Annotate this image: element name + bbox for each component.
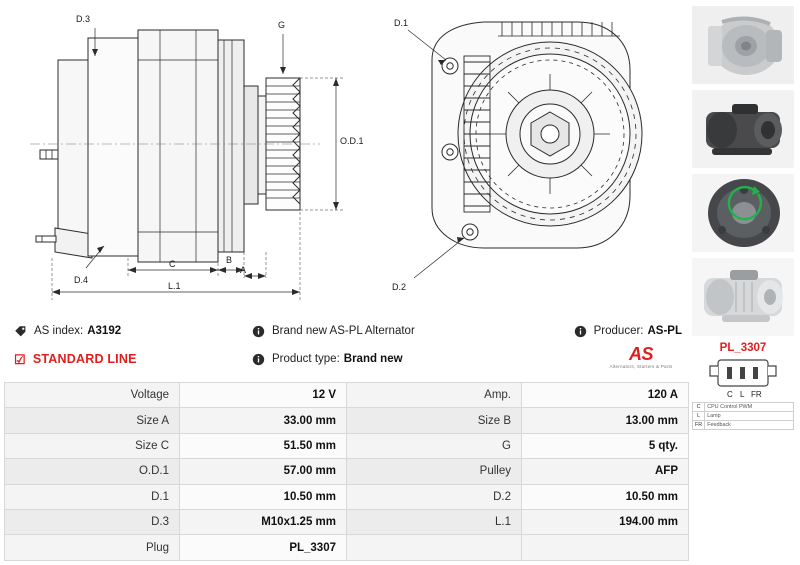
tag-icon	[14, 325, 27, 338]
plug-diagram	[692, 356, 794, 400]
aspl-logo-subtitle: Alternators, Starters & Parts	[609, 364, 673, 369]
table-row	[5, 433, 689, 458]
label-d1: D.1	[394, 18, 409, 28]
as-index-value: A3192	[87, 325, 122, 337]
as-index-cell	[14, 325, 121, 338]
product-type-cell	[252, 353, 403, 366]
plug-desc: Lamp	[705, 412, 794, 421]
plug-pin-l: L	[740, 390, 745, 399]
product-photo-3[interactable]	[692, 174, 794, 252]
label-d2: D.2	[392, 282, 407, 292]
spec-key: D.2	[347, 484, 522, 509]
standard-line-label: STANDARD LINE	[32, 352, 137, 366]
spec-key: O.D.1	[5, 459, 180, 484]
plug-row	[693, 421, 794, 430]
spec-value: 33.00 mm	[180, 408, 347, 433]
spec-value: 51.50 mm	[180, 433, 347, 458]
spec-value: 194.00 mm	[522, 509, 689, 534]
standard-line-badge	[14, 352, 137, 366]
spec-value: 120 A	[522, 383, 689, 408]
spec-key: Size A	[5, 408, 180, 433]
label-d4: D.4	[74, 275, 89, 285]
plug-pin-fr: FR	[751, 390, 762, 399]
plug-row	[693, 412, 794, 421]
plug-pin: C	[693, 403, 705, 412]
spec-value: M10x1.25 mm	[180, 509, 347, 534]
spec-key: Size C	[5, 433, 180, 458]
plug-desc: Feedback	[705, 421, 794, 430]
spec-value: AFP	[522, 459, 689, 484]
label-a: A	[240, 265, 247, 275]
table-row	[5, 509, 689, 534]
product-type-value: Brand new	[343, 353, 403, 365]
spec-key: Plug	[5, 535, 180, 560]
spec-value: 10.50 mm	[522, 484, 689, 509]
spec-value: 13.00 mm	[522, 408, 689, 433]
alternator-front-view-drawing	[372, 0, 688, 312]
table-row	[5, 535, 689, 560]
table-row	[5, 484, 689, 509]
product-info-strip	[0, 316, 688, 376]
spec-key-empty	[347, 535, 522, 560]
producer-value: AS-PL	[647, 325, 682, 337]
alternator-side-view-drawing	[0, 0, 370, 312]
plug-code-label: PL_3307	[719, 342, 767, 354]
spec-key: L.1	[347, 509, 522, 534]
producer-label: Producer:	[593, 325, 644, 337]
product-type-label: Product type:	[272, 353, 340, 365]
table-row	[5, 459, 689, 484]
plug-desc: CPU Control PWM	[705, 403, 794, 412]
info-icon-producer	[574, 325, 587, 338]
label-d3: D.3	[76, 14, 91, 24]
producer-cell	[574, 325, 682, 338]
table-row	[5, 383, 689, 408]
info-row-secondary	[0, 346, 688, 372]
table-row	[5, 408, 689, 433]
product-photo-4[interactable]	[692, 258, 794, 336]
info-row-primary	[0, 318, 688, 344]
spec-key: Amp.	[347, 383, 522, 408]
as-index-label: AS index:	[34, 325, 84, 337]
info-icon-product-type	[252, 353, 265, 366]
plug-pin-c: C	[727, 390, 733, 399]
spec-value: 57.00 mm	[180, 459, 347, 484]
technical-drawings	[0, 0, 688, 312]
label-l1: L.1	[168, 281, 181, 291]
label-c: C	[169, 259, 176, 269]
spec-value: 10.50 mm	[180, 484, 347, 509]
spec-key: D.1	[5, 484, 180, 509]
spec-key: D.3	[5, 509, 180, 534]
plug-pin: L	[693, 412, 705, 421]
spec-key: Size B	[347, 408, 522, 433]
spec-value: 12 V	[180, 383, 347, 408]
product-photo-rail	[688, 0, 800, 565]
label-b: B	[226, 255, 233, 265]
spec-key: Voltage	[5, 383, 180, 408]
brand-text: Brand new AS-PL Alternator	[272, 325, 415, 337]
spec-value: 5 qty.	[522, 433, 689, 458]
label-g: G	[278, 20, 286, 30]
spec-value-empty	[522, 535, 689, 560]
aspl-logo-mark: AS	[628, 344, 653, 364]
specification-table	[4, 382, 689, 561]
check-icon: ☑	[14, 351, 26, 367]
product-photo-2[interactable]	[692, 90, 794, 168]
product-photo-1[interactable]	[692, 6, 794, 84]
plug-row	[693, 403, 794, 412]
label-od1: O.D.1	[340, 136, 364, 146]
brand-cell	[252, 325, 415, 338]
plug-pin: FR	[693, 421, 705, 430]
info-icon	[252, 325, 265, 338]
aspl-logo	[602, 346, 680, 369]
spec-value: PL_3307	[180, 535, 347, 560]
spec-key: Pulley	[347, 459, 522, 484]
plug-pinout-table	[692, 402, 794, 430]
spec-key: G	[347, 433, 522, 458]
